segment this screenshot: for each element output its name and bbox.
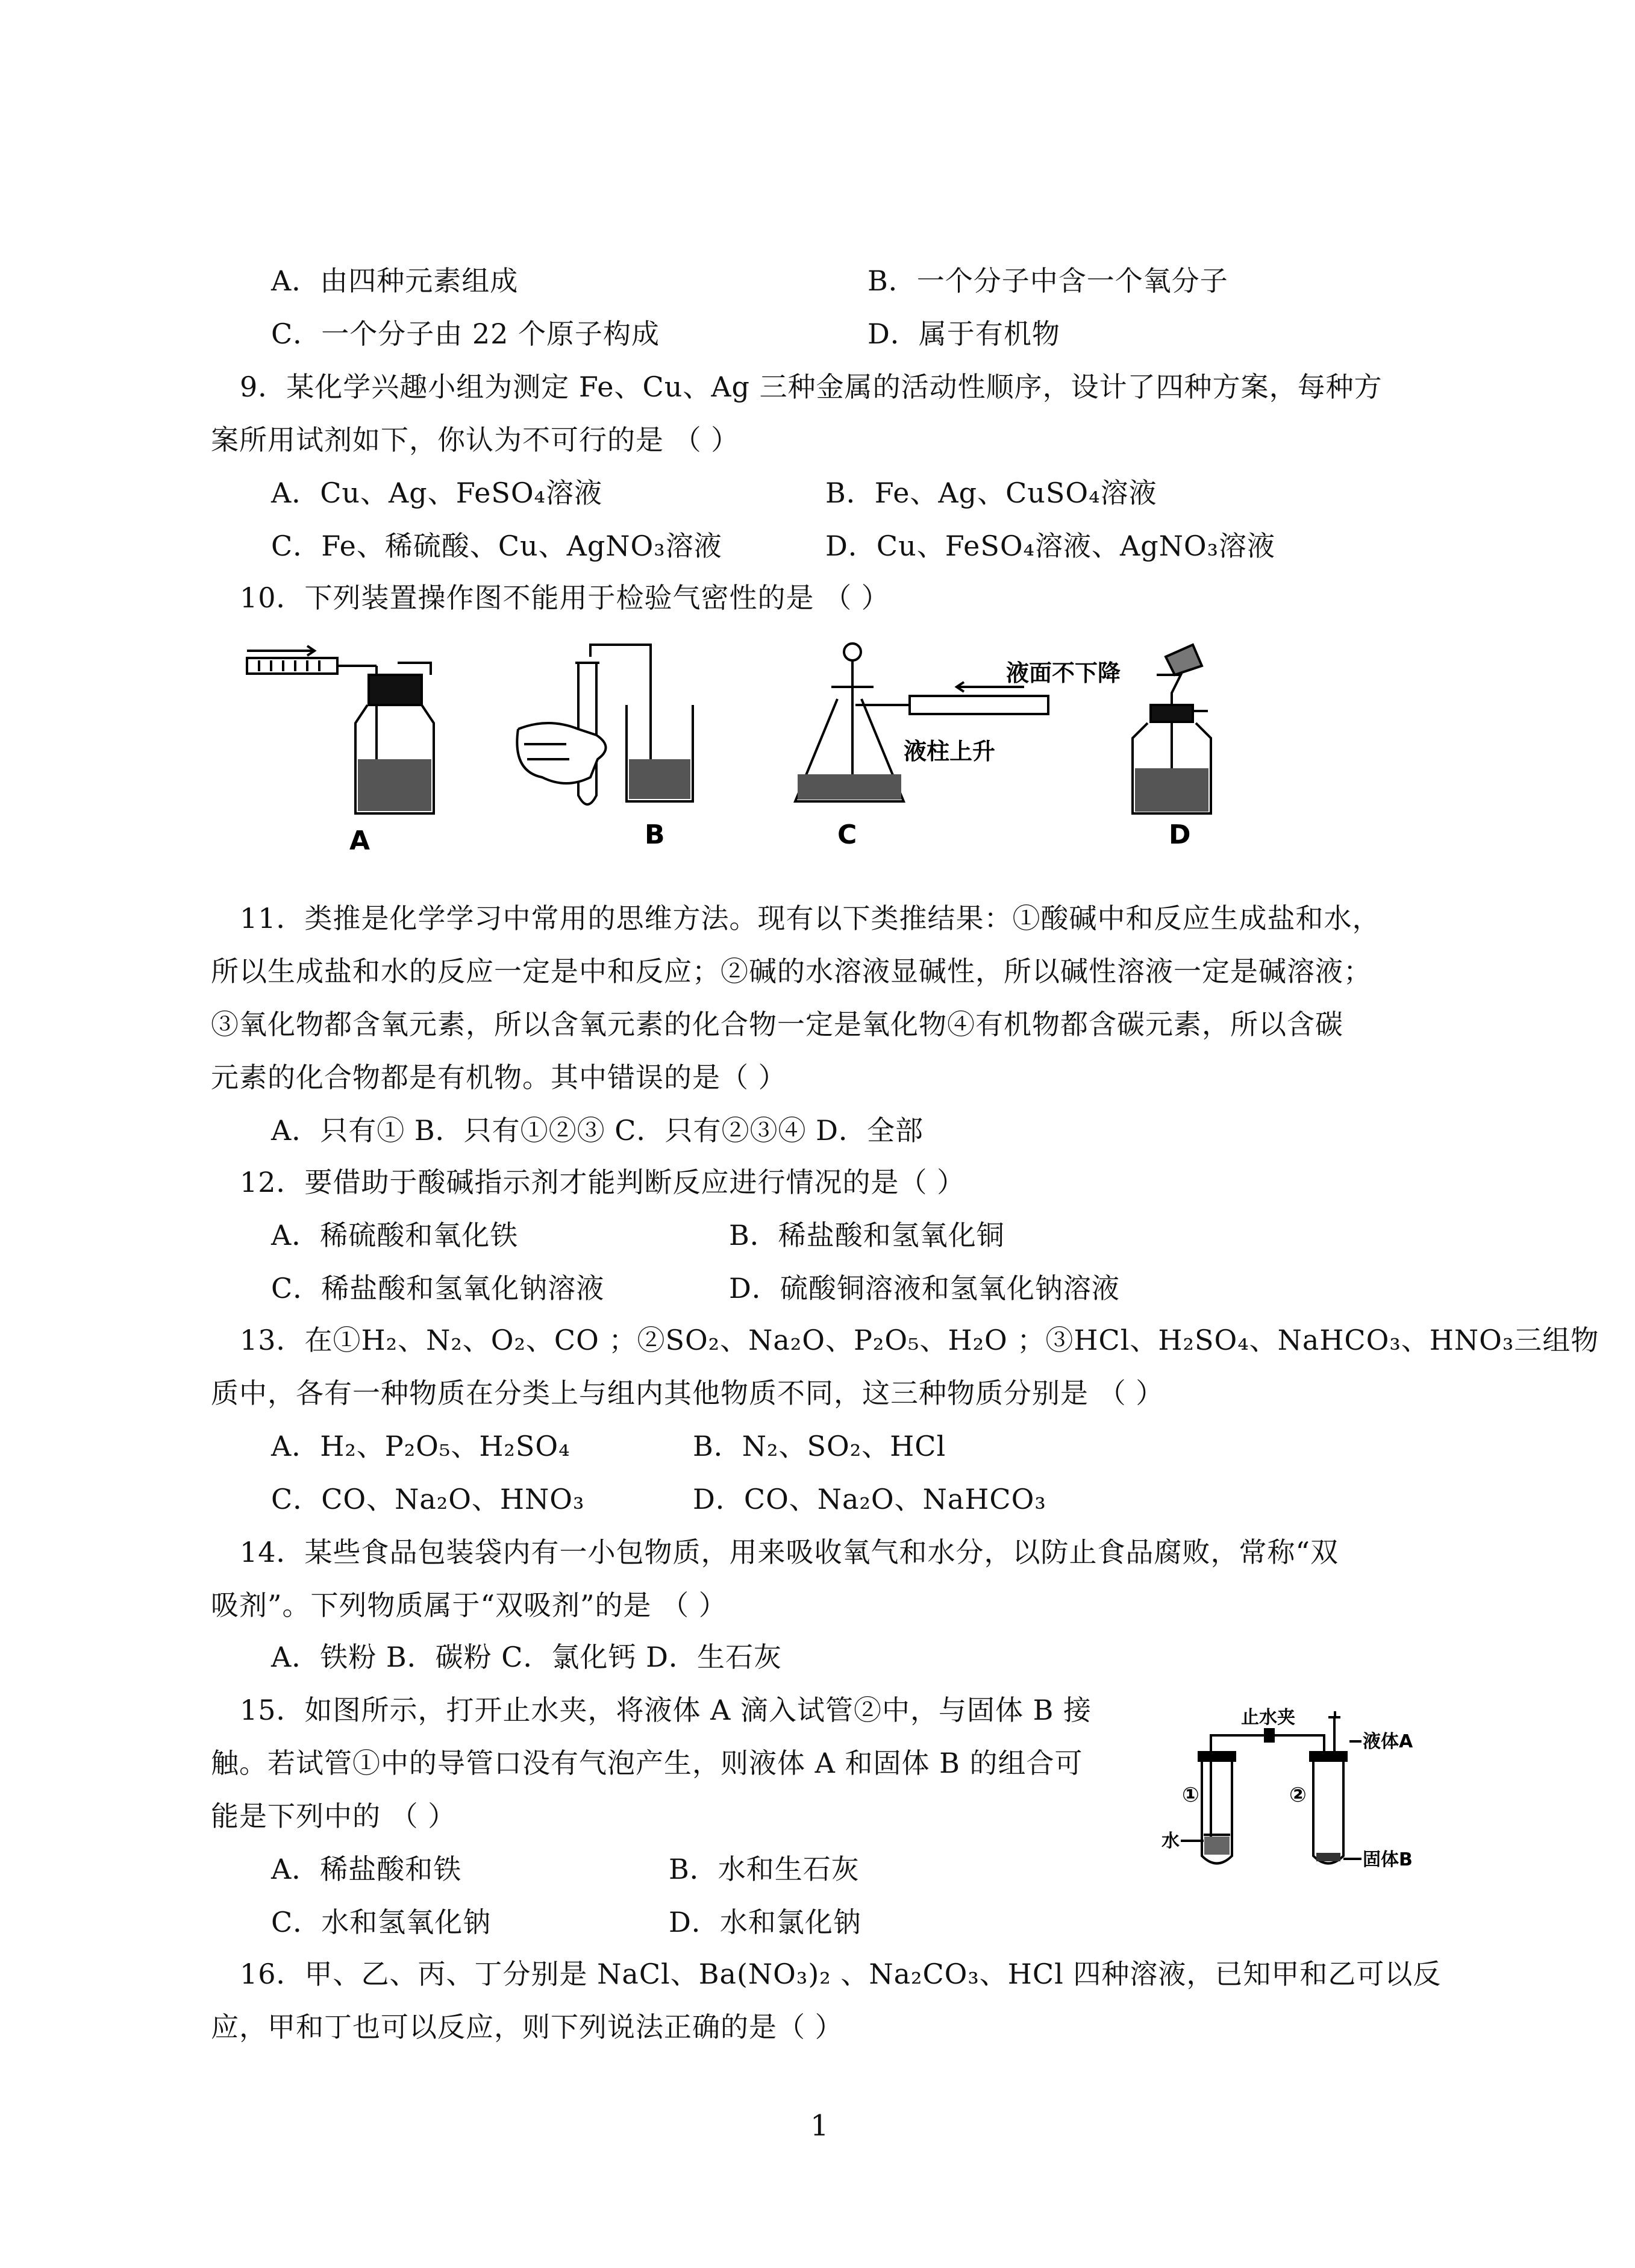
q15-test-tube-figure <box>1145 1699 1422 1880</box>
q15-option-c: C．水和氢氧化钠 <box>271 1906 492 1938</box>
q14-options: A．铁粉 B．碳粉 C．氯化钙 D．生石灰 <box>271 1641 782 1673</box>
apparatus-c-label: C <box>837 819 857 850</box>
q9-option-d: D．Cu、FeSO₄溶液、AgNO₃溶液 <box>825 530 1276 562</box>
q16-line2: 应，甲和丁也可以反应，则下列说法正确的是（ ） <box>211 2011 843 2043</box>
apparatus-d-label: D <box>1169 819 1191 850</box>
q15-option-a: A．稀盐酸和铁 <box>271 1853 462 1885</box>
q15-option-b: B．水和生石灰 <box>669 1853 860 1885</box>
q12-option-b: B．稀盐酸和氢氧化铜 <box>729 1219 1005 1251</box>
q10-stem: 10．下列装置操作图不能用于检验气密性的是 （ ） <box>240 581 890 614</box>
q16-line1: 16．甲、乙、丙、丁分别是 NaCl、Ba(NO₃)₂ 、Na₂CO₃、HCl 四种溶液，已知甲和乙可以反 <box>240 1958 1442 1990</box>
q9-option-a: A．Cu、Ag、FeSO₄溶液 <box>271 477 602 509</box>
fig-tube1-label: ① <box>1182 1783 1199 1807</box>
q9-option-b: B．Fe、Ag、CuSO₄溶液 <box>825 477 1157 509</box>
fig-tube2-label: ② <box>1289 1783 1307 1807</box>
q9-option-c: C．Fe、稀硫酸、Cu、AgNO₃溶液 <box>271 530 722 562</box>
q13-option-c: C．CO、Na₂O、HNO₃ <box>271 1483 585 1515</box>
q8-option-b: B．一个分子中含一个氧分子 <box>868 265 1228 297</box>
q11-line2: 所以生成盐和水的反应一定是中和反应；②碱的水溶液显碱性，所以碱性溶液一定是碱溶液； <box>211 955 1372 988</box>
q12-option-a: A．稀硫酸和氧化铁 <box>271 1219 519 1251</box>
fig-solid-b-label: 固体B <box>1363 1849 1413 1870</box>
q15-line3: 能是下列中的 （ ） <box>211 1800 457 1832</box>
q13-option-d: D．CO、Na₂O、NaHCO₃ <box>693 1483 1046 1515</box>
q14-line2: 吸剂”。下列物质属于“双吸剂”的是 （ ） <box>211 1589 727 1621</box>
q14-line1: 14．某些食品包装袋内有一小包物质，用来吸收氧气和水分，以防止食品腐败，常称“双 <box>240 1536 1339 1568</box>
q10-apparatus-figure <box>229 639 1265 856</box>
apparatus-a-label: A <box>349 825 370 856</box>
apparatus-b-label: B <box>645 819 665 850</box>
q11-line4: 元素的化合物都是有机物。其中错误的是（ ） <box>211 1061 787 1094</box>
page-number: 1 <box>810 2109 829 2143</box>
q11-options: A．只有① B．只有①②③ C．只有②③④ D．全部 <box>271 1114 924 1147</box>
fig-clamp-label: 止水夹 <box>1241 1707 1295 1728</box>
q11-line1: 11．类推是化学学习中常用的思维方法。现有以下类推结果：①酸碱中和反应生成盐和水， <box>240 902 1381 935</box>
q11-line3: ③氧化物都含氧元素，所以含氧元素的化合物一定是氧化物④有机物都含碳元素，所以含碳 <box>211 1008 1343 1041</box>
q8-option-d: D．属于有机物 <box>868 318 1060 350</box>
fig-liquid-a-label: 液体A <box>1363 1731 1413 1752</box>
apparatus-d-note: 液面不下降 <box>1006 660 1121 686</box>
q13-line2: 质中，各有一种物质在分类上与组内其他物质不同，这三种物质分别是 （ ） <box>211 1377 1165 1409</box>
apparatus-b <box>517 645 693 804</box>
apparatus-a <box>247 646 434 813</box>
q15-line1: 15．如图所示，打开止水夹，将液体 A 滴入试管②中，与固体 B 接 <box>240 1694 1092 1726</box>
q15-line2: 触。若试管①中的导管口没有气泡产生，则液体 A 和固体 B 的组合可 <box>211 1747 1083 1779</box>
fig-water-label: 水 <box>1161 1831 1180 1852</box>
apparatus-c-note: 液柱上升 <box>904 738 996 765</box>
q12-option-d: D．硫酸铜溶液和氢氧化钠溶液 <box>729 1272 1120 1305</box>
q8-option-a: A．由四种元素组成 <box>271 265 519 297</box>
q9-stem-line2: 案所用试剂如下，你认为不可行的是 （ ） <box>211 424 740 456</box>
q13-option-a: A．H₂、P₂O₅、H₂SO₄ <box>271 1430 571 1462</box>
q13-option-b: B．N₂、SO₂、HCl <box>693 1430 946 1462</box>
q13-line1: 13．在①H₂、N₂、O₂、CO ；②SO₂、Na₂O、P₂O₅、H₂O ；③HCl、H₂SO₄、NaHCO₃、HNO₃三组物 <box>240 1324 1599 1356</box>
q9-stem-line1: 9．某化学兴趣小组为测定 Fe、Cu、Ag 三种金属的活动性顺序，设计了四种方案，每种方 <box>240 371 1383 403</box>
q8-option-c: C．一个分子由 22 个原子构成 <box>271 318 660 350</box>
q12-stem: 12．要借助于酸碱指示剂才能判断反应进行情况的是（ ） <box>240 1166 966 1198</box>
q12-option-c: C．稀盐酸和氢氧化钠溶液 <box>271 1272 605 1305</box>
apparatus-d <box>1133 645 1211 813</box>
q15-option-d: D．水和氯化钠 <box>669 1906 861 1938</box>
